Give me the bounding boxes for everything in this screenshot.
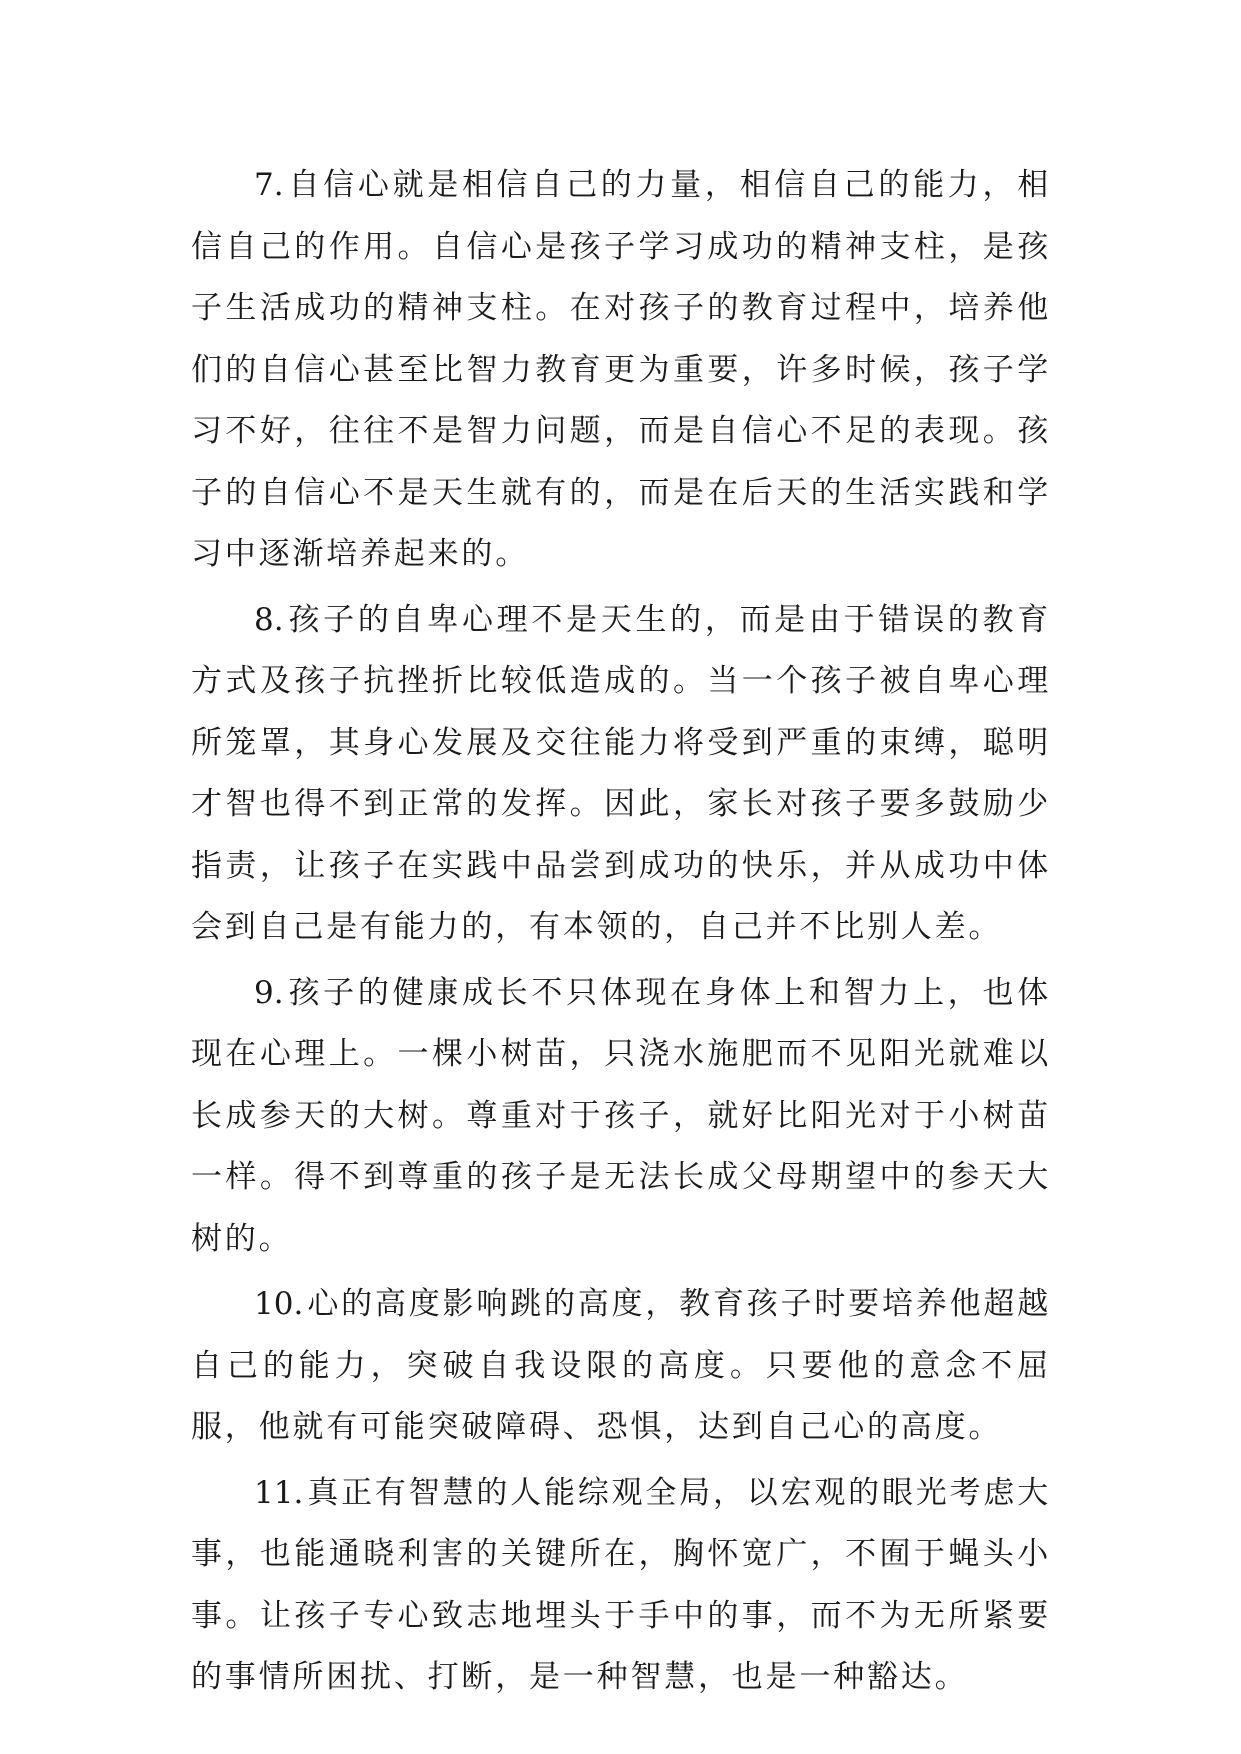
paragraph-11 [191,1463,1051,1709]
paragraph-text: 真正有智慧的人能综观全局，以宏观的眼光考虑大事，也能通晓利害的关键所在，胸怀宽广，不囿于蝇头小事。让孩子专心致志地埋头于手中的事，而不为无所紧要的事情所困扰、打断，是一种智慧，也是一种豁达。 [191,1474,1051,1695]
paragraph-9 [191,963,1051,1271]
paragraph-10 [191,1274,1051,1459]
paragraph-text: 孩子的自卑心理不是天生的，而是由于错误的教育方式及孩子抗挫折比较低造成的。当一个孩子被自卑心理所笼罩，其身心发展及交往能力将受到严重的束缚，聪明才智也得不到正常的发挥。因此，家长对孩子要多鼓励少指责，让孩子在实践中品尝到成功的快乐，并从成功中体会到自己是有能力的，有本领的，自己并不比别人差。 [191,601,1051,945]
paragraph-number: 10. [254,1286,304,1322]
paragraph-number: 11. [254,1474,304,1511]
paragraph-number: 8. [254,601,284,638]
paragraph-text: 心的高度影响跳的高度，教育孩子时要培养他超越自己的能力，突破自我设限的高度。只要他的意念不屈服，他就有可能突破障碍、恐惧，达到自己心的高度。 [191,1286,1051,1445]
paragraph-7 [191,155,1051,586]
paragraph-number: 7. [254,167,284,203]
paragraph-text: 自信心就是相信自己的力量，相信自己的能力，相信自己的作用。自信心是孩子学习成功的精神支柱，是孩子生活成功的精神支柱。在对孩子的教育过程中，培养他们的自信心甚至比智力教育更为重要，许多时候，孩子学习不好，往往不是智力问题，而是自信心不足的表现。孩子的自信心不是天生就有的，而是在后天的生活实践和学习中逐渐培养起来的。 [191,167,1051,572]
document-body [191,155,1051,1713]
paragraph-8 [191,590,1051,959]
paragraph-number: 9. [254,974,284,1011]
paragraph-text: 孩子的健康成长不只体现在身体上和智力上，也体现在心理上。一棵小树苗，只浇水施肥而不见阳光就难以长成参天的大树。尊重对于孩子，就好比阳光对于小树苗一样。得不到尊重的孩子是无法长成父母期望中的参天大树的。 [191,974,1051,1257]
